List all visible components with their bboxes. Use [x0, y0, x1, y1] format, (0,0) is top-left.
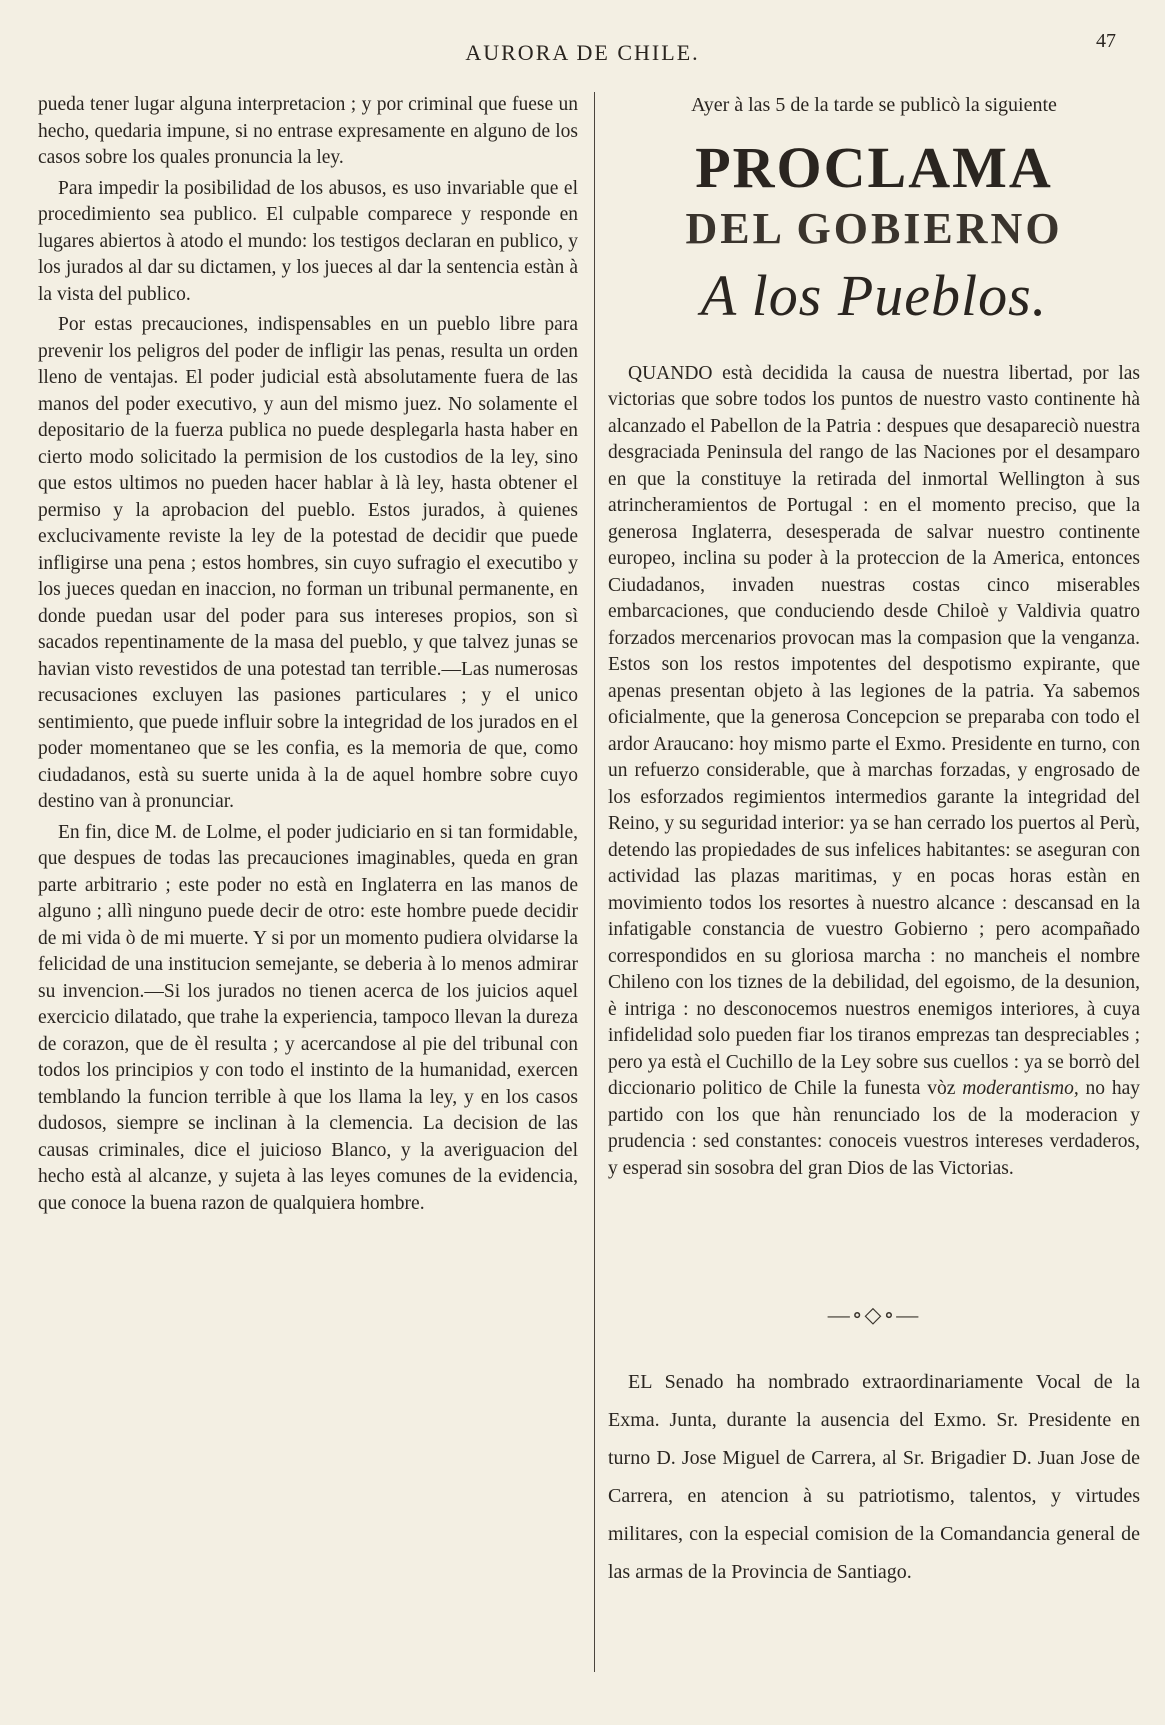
proclama-recipient: A los Pueblos. — [700, 262, 1048, 328]
proclama-emphasis: moderantismo, — [962, 1078, 1079, 1099]
senate-notice — [608, 1363, 1140, 1591]
proclama-body-b: no hay partido con los que hàn renunciado los de la moderacion y prudencia : sed constantes: conoceis vuestros intereses verdaderos, y esperad sin sosobra del gran Dios de las Victorias. — [608, 1078, 1141, 1179]
page-number: 47 — [1096, 30, 1116, 52]
proclama-body-a: està decidida la causa de nuestra libertad, por las victorias que sobre todos los puntos de nuestro vasto continente hà alcanzado el Pabellon de la Patria : despues que desapareciò nuestra desgraciada Peninsula del rango de las Naciones por el desamparo en que la constituye la retirada del inmortal Wellington à sus atrincheramientos de Portugal : en el momento preciso, que la generosa Inglaterra, desesperada de salvar nuestro continente europeo, inclina su poder à la proteccion de la America, entonces Ciudadanos, invaden nuestras costas cinco miserables embarcaciones, que conduciendo desde Chiloè y Valdivia quatro forzados mercenarios provocan mas la compasion que la venganza. Estos son los restos impotentes del despotismo expirante, que apenas presentan objeto à las legiones de la patria. Ya sabemos oficialmente, que la generosa Concepcion se preparaba con todo el ardor Araucano: hoy mismo parte el Exmo. Presidente en turno, con un refuerzo considerable, que à marchas forzadas, y engrosado de los esforzados regimientos intermedios garante la integridad del Reino, y su seguridad interior: ya se han cerrado los puertos al Perù, detendo las propiedades de sus infelices habitantes: se aseguran con actividad las plazas maritimas, y en pocas horas estàn en movimiento todos los resortes à nuestro alcance : descansad en la infatigable constancia de vuestro Gobierno ; pero acompañado correspondidos en su gloriosa marcha : no mancheis el nombre Chileno con los tiznes de la debilidad, del egoismo, de la desunion, è intriga : no desconocemos nuestros enemigos interiores, à cuya infidelidad solo pueden fiar los tiranos emprezas tan despreciables ; pero ya està el Cuchillo de la Ley sobre sus cuellos : ya se borrò del diccionario politico de Chile la funesta vòz — [608, 362, 1140, 1099]
left-paragraph-4: En fin, dice M. de Lolme, el poder judiciario en si tan formidable, que despues de todas las precauciones imaginables, queda en gran parte arbitrario ; este poder no està en Inglaterra en las manos de alguno ; allì ninguno puede decir de otro: este hombre puede decidir de mi vida ò de mi muerte. Y si por un momento pudiera olvidarse la felicidad de una institucion semejante, se deberia à lo menos admirar su invencion.—Si los jurados no tienen acerca de los juicios aquel exercicio dilatado, que trahe la experiencia, tampoco llevan la dureza de corazon, que de èl resulta ; y acercandose al pie del tribunal con todos los principios y con todo el instinto de la humanidad, exercen temblando la funcion terrible à que los llama la ley, y en los casos dudosos, siempre se inclinan à la clemencia. La decision de las causas criminales, dice el juicioso Blanco, y la averiguacion del hecho està al alcanze, y sujeta à las leyes comunes de la evidencia, que conoce la buena razon de qualquiera hombre. — [38, 821, 578, 1214]
proclama-first-word: QUANDO — [628, 362, 713, 384]
proclama-subtitle: DEL GOBIERNO — [685, 203, 1063, 253]
right-column — [608, 92, 1140, 1595]
column-divider — [594, 92, 595, 1672]
running-head: AURORA DE CHILE. — [465, 40, 700, 65]
proclama-intro: Ayer à las 5 de la tarde se publicò la siguiente — [691, 94, 1057, 116]
left-paragraph-1: pueda tener lugar alguna interpretacion ; y por criminal que fuese un hecho, quedaria impune, si no entrase expresamente en alguno de los casos sobre los quales pronuncia la ley. — [38, 94, 578, 168]
ornament-divider: —∘◇∘— — [827, 1302, 921, 1327]
senate-notice-text: EL Senado ha nombrado extraordinariamente Vocal de la Exma. Junta, durante la ausencia del Exmo. Sr. Presidente en turno D. Jose Miguel de Carrera, al Sr. Brigadier D. Juan Jose de Carrera, en atencion à su patriotismo, talentos, y virtudes militares, con la especial comision de la Comandancia general de las armas de la Provincia de Santiago. — [608, 1370, 1140, 1583]
left-paragraph-2: Para impedir la posibilidad de los abusos, es uso invariable que el procedimiento sea publico. El culpable comparece y responde en lugares abiertos à atodo el mundo: los testigos declaran en publico, y los jurados al dar su dictamen, y los jueces al dar la sentencia estàn à la vista del publico. — [38, 177, 578, 305]
proclama-title: PROCLAMA — [695, 134, 1053, 200]
left-column — [38, 92, 578, 1221]
proclama-body — [608, 361, 1140, 1183]
left-paragraph-3: Por estas precauciones, indispensables en un pueblo libre para prevenir los peligros del poder de infligir las penas, resulta un orden lleno de ventajas. El poder judicial està absolutamente fuera de las manos del poder executivo, y aun del mismo juez. No solamente el depositario de la fuerza publica no puede desplegarla hasta haber en cierto modo solicitado la permision de los custodios de la ley, sino que estos ultimos no pueden hacer hablar à là ley, hasta obtener el permiso y la aprobacion del pueblo. Estos jurados, à quienes exclucivamente reviste la ley de la potestad de decidir que puede infligirse una pena ; estos hombres, sin cuyo sufragio el executibo y los jueces quedan en inaccion, no forman un tribunal permanente, en donde puedan usar del poder para sus intereses propios, son sì sacados repentinamente de la masa del pueblo, y que talvez junas se havian visto revestidos de una potestad tan terrible.—Las numerosas recusaciones excluyen las pasiones particulares ; y el unico sentimiento, que puede influir sobre la integridad de los jurados en el poder momentaneo que se les confia, es la memoria de que, como ciudadanos, està su suerte unida à la de aquel hombre sobre cuyo destino van à pronunciar. — [38, 314, 578, 812]
